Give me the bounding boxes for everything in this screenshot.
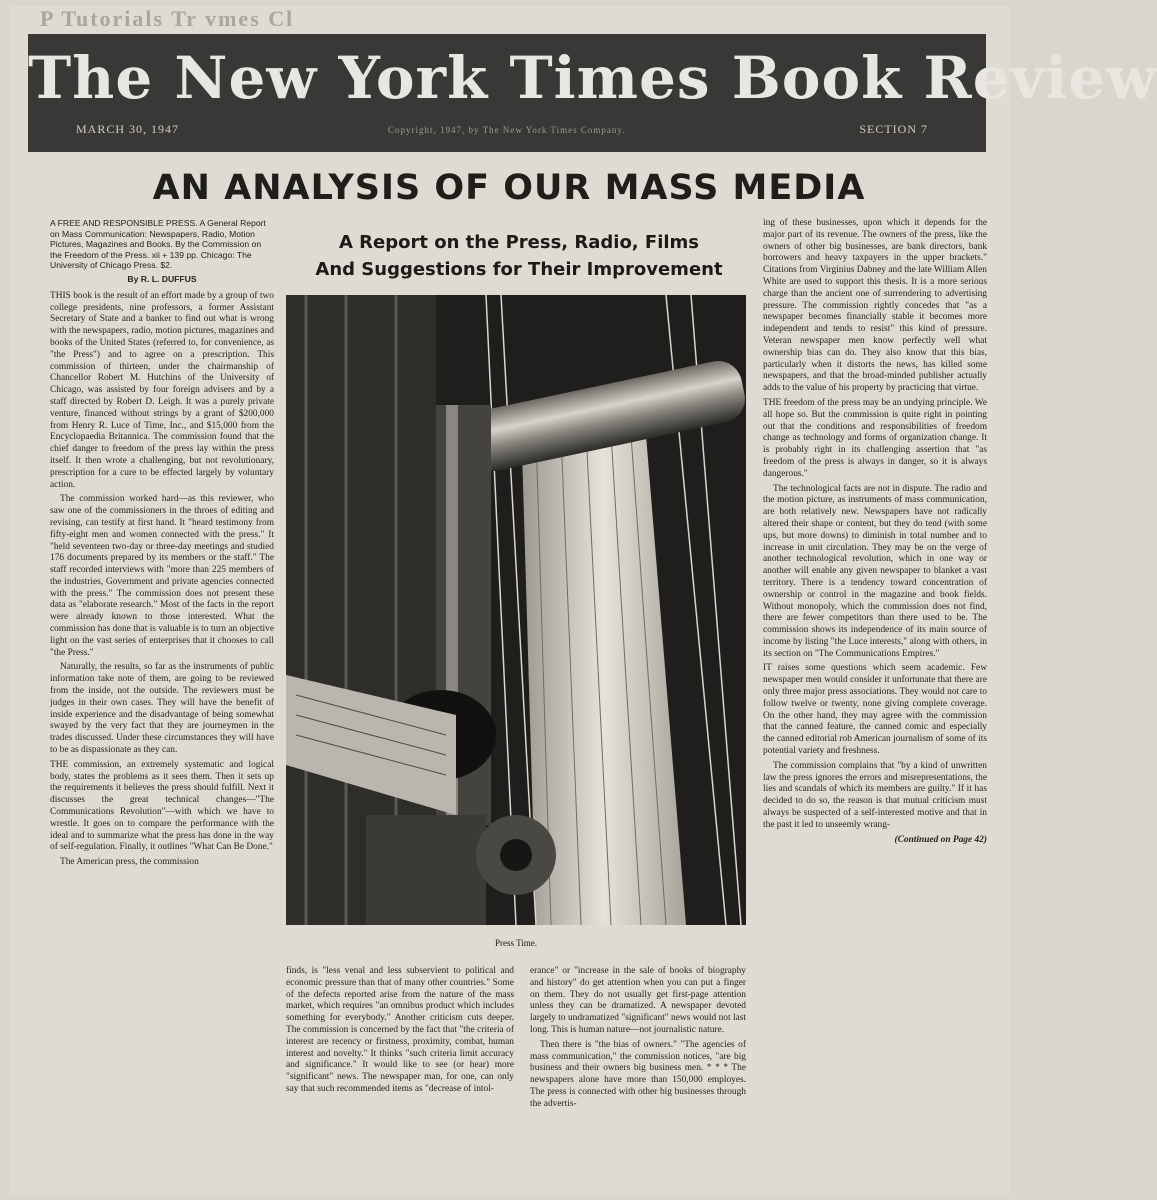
column-3 <box>530 966 746 1114</box>
subhead-line-2: And Suggestions for Their Improvement <box>315 259 723 280</box>
headline: AN ANALYSIS OF OUR MASS MEDIA <box>152 168 866 208</box>
column-4 <box>763 218 987 846</box>
paragraph: erance" or "increase in the sale of books of biography and history" do get attention when you can put a finger on them. They do not usually get first-page attention unless they can be dramatized. A newspaper devoted largely to undramatized "significant" news would not last long. This is human nature—not journalistic nature. <box>530 966 746 1035</box>
subhead <box>280 229 758 283</box>
bleed-through-header: P Tutorials Tr vmes Cl <box>40 6 295 31</box>
paragraph: The technological facts are not in dispute. The radio and the motion picture, as instruments of mass communication, are both relatively new. Newspapers have not radically altered their shape or content, but they do tend (with some ups, but more downs) to diminish in total number and to increase in unit circulation. They may be on the verge of another technological revolution, which in one way or another will enable any given newspaper to blanket a vast territory. There is a tendency toward concentration of ownership or control in the magazine and book fields. Without monopoly, which the commission does not find, there are fewer competitors than there used to be. The commission shows its independence of its main source of income by listing "the Luce interests," along with others, in its section on "The Communications Empires." <box>763 483 987 659</box>
section-label: SECTION 7 <box>859 122 928 136</box>
paragraph: The commission complains that "by a kind of unwritten law the press ignores the errors and misrepresentations, the lies and scandals of which its members are guilty." If it has decided to do so, the reason is that mutual criticism must always be suspected of a self-interested motive and that in the past it led to unseemly wrang- <box>763 760 987 830</box>
paragraph: IT raises some questions which seem academic. Few newspaper men would consider it unfortunate that there are only three major press associations. They would not care to follow twelve or twenty, none giving complete coverage. On the other hand, they may agree with the commission that the canned feature, the canned comic and especially the canned editorial rob American journalism of some of its potential variety and freshness. <box>763 663 987 757</box>
book-info: A FREE AND RESPONSIBLE PRESS. A General Report on Mass Communication: Newspapers, Radio, Motion Pictures, Magazines and Books. By the Commission on the Freedom of the Press. xii + 139 pp. Chicago: The University of Chicago Press. $2. <box>50 218 266 271</box>
paragraph: The American press, the commission <box>60 857 199 868</box>
paragraph: The commission worked hard—as this reviewer, who saw one of the commissioners in the throes of editing and revising, can testify at first hand. It "heard testimony from fifty-eight men and women connected with the press." It "held seventeen two-day or three-day meetings and studied 176 documents prepared by its members or the staff." The staff recorded interviews with "more than 225 members of the industries, Government and private agencies connected with the press." The commission does not present these data as "elaborate research." Most of the facts in the report were already known to those interested. What the commission has done that is valuable is to turn an objective light on the vast series of enterprises that it chooses to call "the Press." <box>50 494 274 658</box>
paragraph: Then there is "the bias of owners." "The agencies of mass communication," the commission notices, "are big business and their owners big business men. * * * The newspapers alone have more than 150,000 employes. The press is connected with other big businesses through the advertis- <box>530 1039 746 1109</box>
paragraph: THE commission, an extremely systematic and logical body, states the problems as it sees them. Then it sets up the requirements it believes the press should fulfill. Next it discusses the great technical changes—"The Communications Revolution"—with which we have to wrestle. It goes on to compare the performance with the ideal and to summarize what the press has done in the way of self-regulation. Finally, it outlines "What Can Be Done." <box>50 759 274 853</box>
column-2 <box>286 966 514 1099</box>
paragraph: THIS book is the result of an effort made by a group of two college presidents, nine professors, a former Assistant Secretary of State and a banker to find out what is wrong with the newspapers, radio, motion pictures, magazines and books of the United States (referred to, for convenience, as "the Press") and to agree on a prescription. This commission of thirteen, under the chairmanship of Chancellor Robert M. Hutchins of the University of Chicago, was assisted by four foreign advisers and by a staff directed by Robert D. Leigh. It was a purely private venture, financed without strings by a grant of $200,000 from Henry R. Luce of Time, Inc., and $15,000 from the Encyclopaedia Britannica. The commission found that the chief danger to freedom of the press lay within the press itself. It then wrote a challenging, but not revolutionary, prescription for a cure to be effected largely by voluntary action. <box>50 290 274 490</box>
masthead <box>28 34 1157 152</box>
subhead-line-1: A Report on the Press, Radio, Films <box>338 232 700 253</box>
paragraph: Naturally, the results, so far as the instruments of public information take note of them, are going to be reviewed from the inside, not the outside. The reviewers must be judges in their own cases. They will have the benefit of inside experience and the disadvantage of being somewhat swayed by the very fact that they are journeymen in the trades discussed. Under these circumstances they will have to be as dispassionate as they can. <box>50 662 274 756</box>
byline: By R. L. DUFFUS <box>127 273 197 284</box>
issue-date: MARCH 30, 1947 <box>76 122 180 136</box>
paragraph: ing of these businesses, upon which it depends for the major part of its revenue. The owners of the press, like the owners of other big businesses, are bank directors, bank borrowers and heavy taxpayers in the upper brackets." Citations from Virginius Dabney and the late William Allen White are used to support this thesis. It is a more serious charge than the ancient one of surrendering to advertising pressure. The commission rightly concedes that "as a newspaper becomes financially stable it becomes more independent and tends to resist" this kind of pressure. Veteran newspaper men know perfectly well what ownership bias can do. They also know that this bias, particularly when it distorts the news, has killed some newspapers, and that the broad-minded publisher actually adds to the value of his property by practicing that virtue. <box>763 218 987 394</box>
paragraph: THE freedom of the press may be an undying principle. We all hope so. But the commission is quite right in pointing out that the conditions and responsibilities of freedom change as technology and forms of organization change. It is probably right in its challenging assertion that "as freedom of the press is always in danger, so it is always dangerous." <box>763 397 987 479</box>
photo-caption: Press Time. <box>494 938 538 948</box>
press-photo <box>286 295 746 925</box>
column-1 <box>50 218 274 872</box>
continued-note: (Continued on Page 42) <box>894 834 987 845</box>
printing-press-illustration <box>286 295 746 925</box>
paragraph: finds, is "less venal and less subservient to political and economic pressure than that of many other countries." Some of the defects reported arise from the nature of the mass market, which requires "an omnibus product which includes something for everybody." Another criticism cuts deeper. The commission is concerned by the fact that "the criteria of interest are recency or firstness, proximity, combat, human interest and novelty." It thinks "such criteria limit accuracy and significance." It would like to see (or hear) more "significant" news. The newspaper man, for one, can only say that such recommended items as "decrease of intol- <box>286 966 514 1094</box>
copyright-line: Copyright, 1947, by The New York Times Company. <box>388 125 626 135</box>
masthead-title: The New York Times Book Review <box>28 44 1157 112</box>
